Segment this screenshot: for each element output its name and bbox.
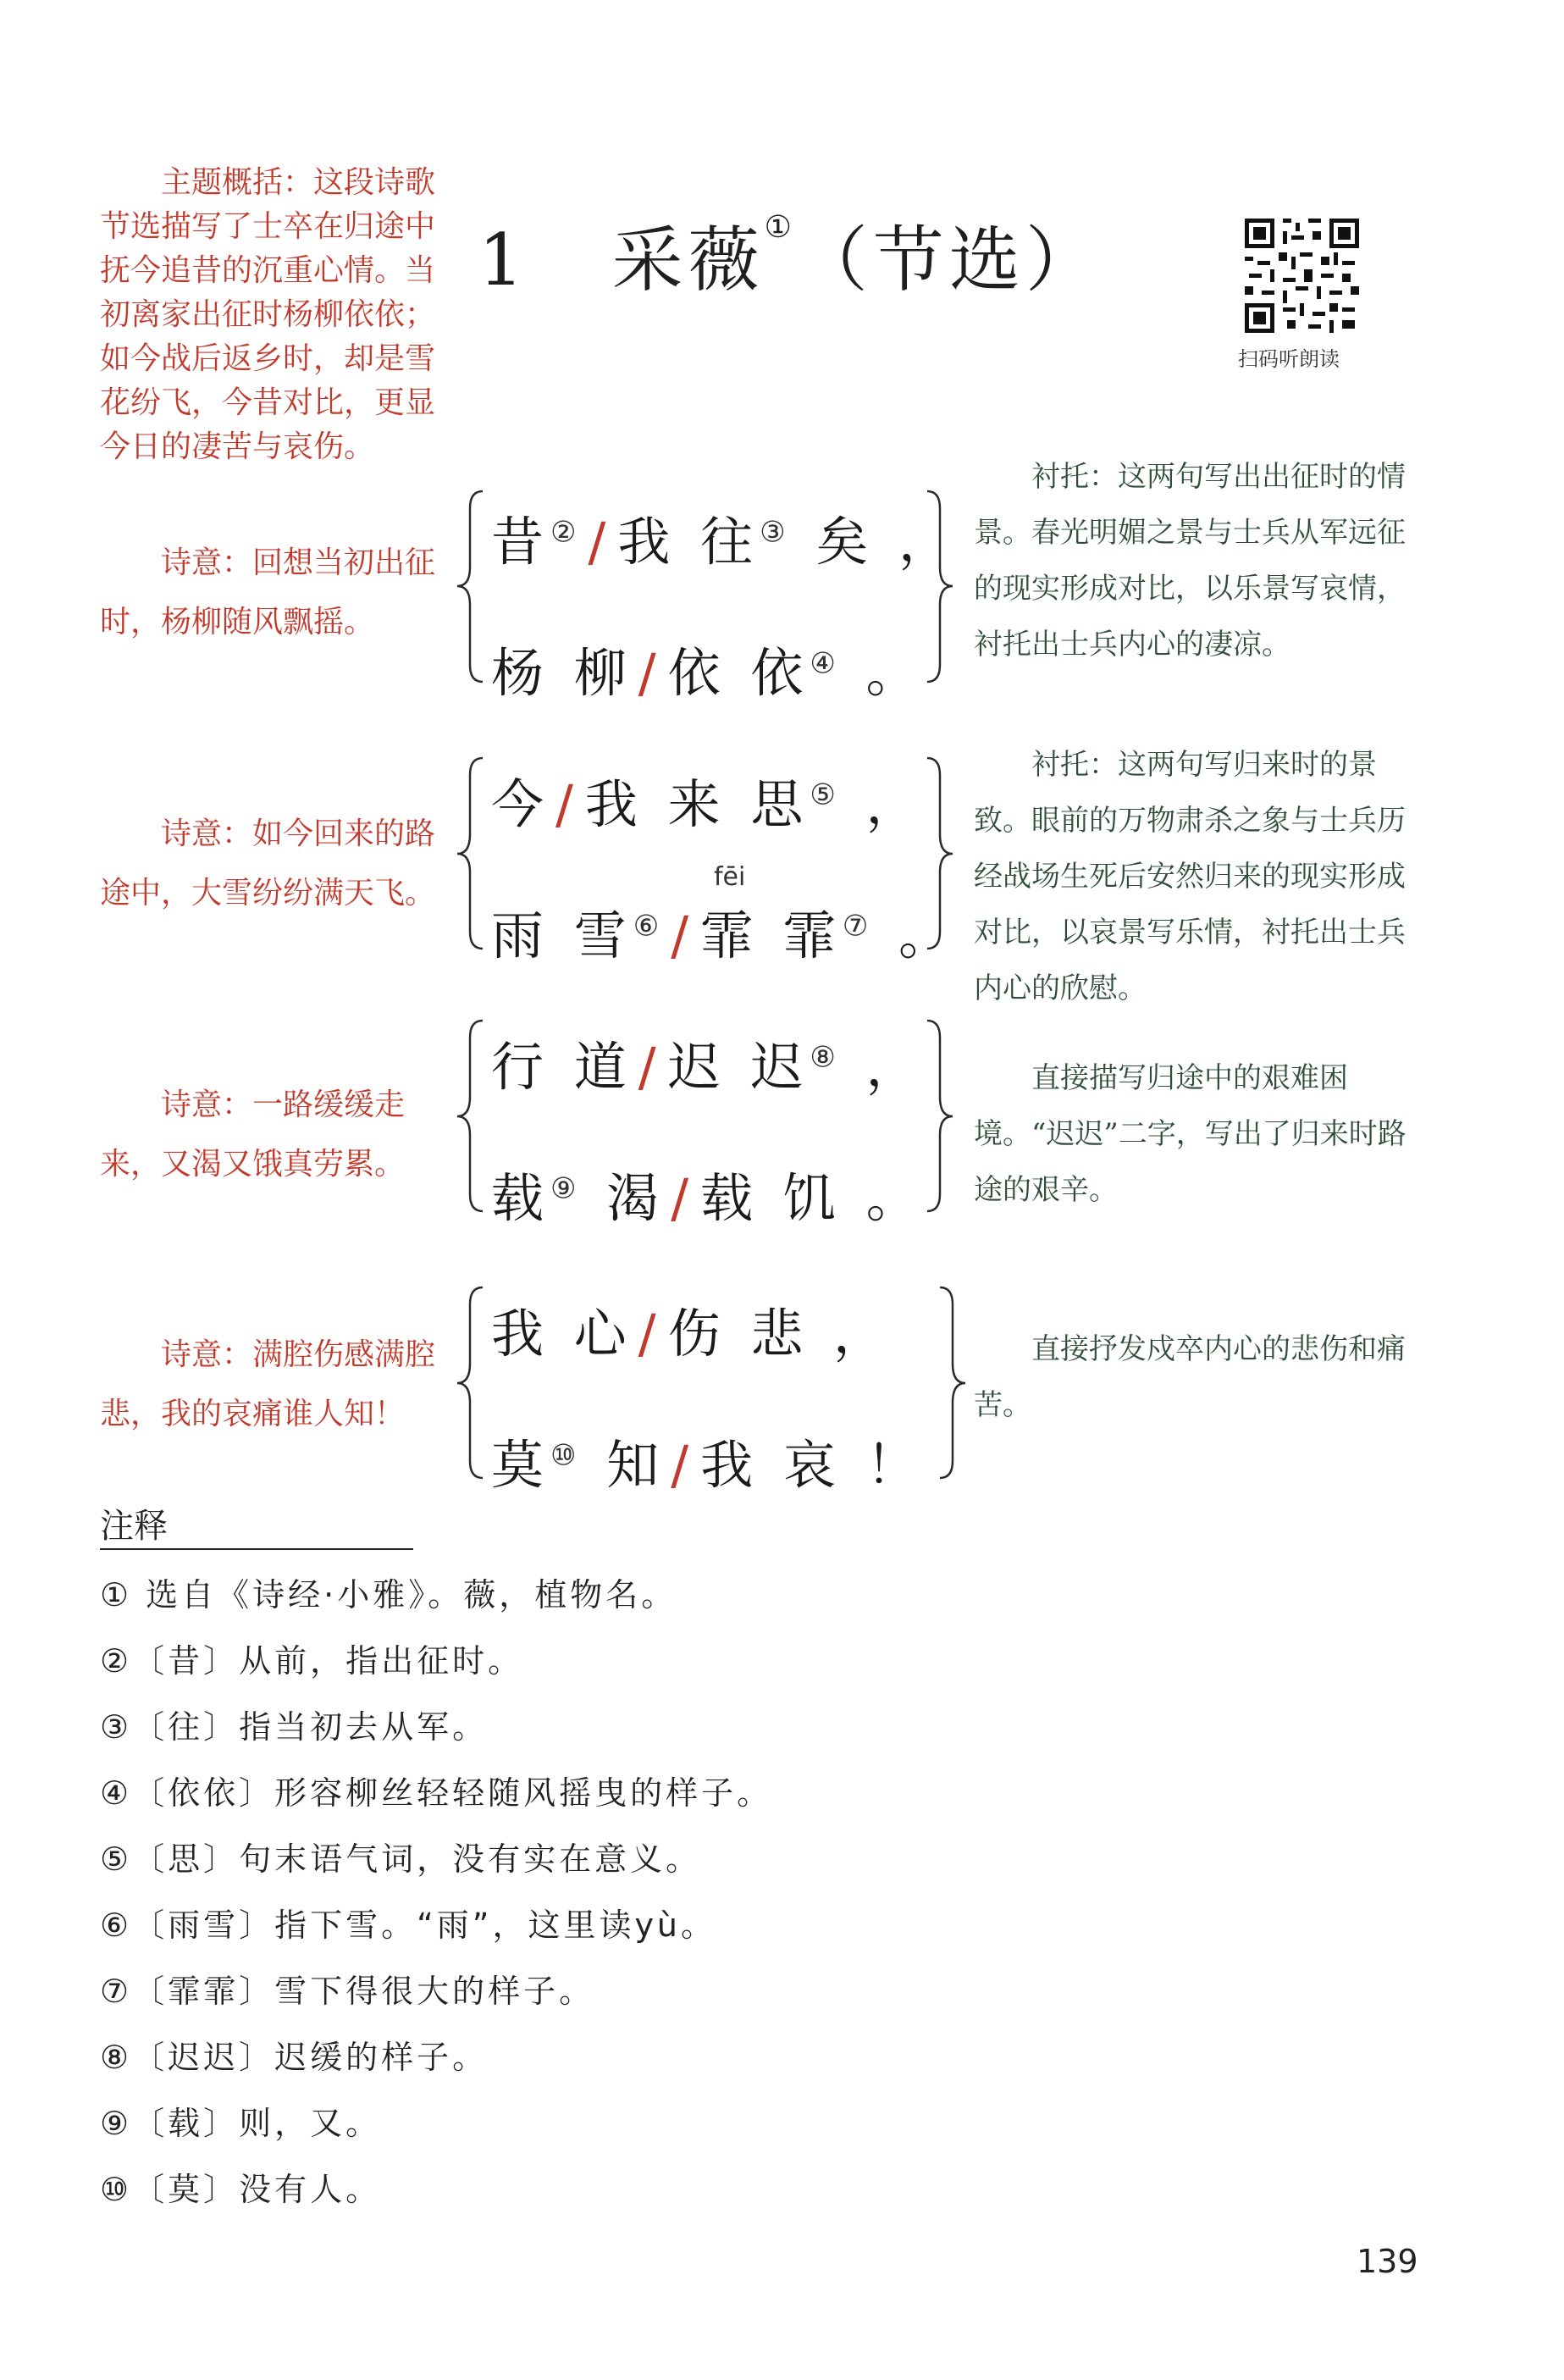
footnote-mark: ⑥ bbox=[633, 909, 666, 944]
stanza-1-line-2 bbox=[491, 631, 926, 706]
stanza-4-analysis: 直接抒发戍卒内心的悲伤和痛苦。 bbox=[974, 1332, 1406, 1422]
footnote-mark: ② bbox=[550, 515, 583, 550]
footnote-mark: ⑦ bbox=[842, 909, 876, 944]
notes-heading: 注释 bbox=[100, 1507, 168, 1546]
footnote-mark: ⑨ bbox=[550, 1171, 583, 1206]
lesson-title-suffix: （节选） bbox=[796, 219, 1102, 302]
footnote-7: ⑦〔霏霏〕雪下得很大的样子。 bbox=[100, 1973, 595, 2010]
footnote-8: ⑧〔迟迟〕迟缓的样子。 bbox=[100, 2039, 489, 2076]
title-footnote-mark: ① bbox=[764, 210, 797, 245]
footnote-10: ⑩〔莫〕没有人。 bbox=[100, 2171, 382, 2208]
verse-text: 杨 柳 bbox=[491, 642, 633, 704]
footnote-mark: ⑤ bbox=[810, 778, 843, 812]
verse-text: 昔 bbox=[491, 511, 551, 573]
verse-text: 迟 迟 bbox=[667, 1036, 810, 1098]
stanza-4-meaning: 诗意：满腔伤感满腔悲，我的哀痛谁人知！ bbox=[100, 1337, 436, 1431]
footnote-1: ① 选自《诗经·小雅》。薇，植物名。 bbox=[100, 1576, 677, 1613]
pause-slash: / bbox=[671, 905, 696, 966]
stanza-2-meaning: 诗意：如今回来的路途中，大雪纷纷满天飞。 bbox=[100, 816, 436, 910]
verse-text: 矣 ， bbox=[815, 511, 959, 573]
verse-text: 今 bbox=[491, 773, 551, 835]
footnote-6: ⑥〔雨雪〕指下雪。“雨”，这里读yù。 bbox=[100, 1907, 717, 1944]
verse-punct: ， bbox=[833, 1303, 893, 1364]
verse-text: 我 哀 bbox=[700, 1434, 843, 1496]
verse-text: 霏 霏 bbox=[700, 905, 843, 966]
stanza-1-meaning: 诗意：回想当初出征时，杨柳随风飘摇。 bbox=[100, 545, 436, 639]
verse-text: 我 心 bbox=[491, 1303, 633, 1364]
verse-text: 莫 bbox=[491, 1434, 551, 1496]
verse-text: 载 bbox=[491, 1167, 551, 1229]
stanza-3-analysis: 直接描写归途中的艰难困境。“迟迟”二字，写出了归来时路途的艰辛。 bbox=[974, 1061, 1406, 1207]
footnote-mark: ⑧ bbox=[810, 1040, 843, 1075]
verse-text: 行 道 bbox=[491, 1036, 633, 1098]
pause-slash: / bbox=[555, 773, 580, 835]
theme-summary-note: 主题概括：这段诗歌节选描写了士卒在归途中抚今追昔的沉重心情。当初离家出征时杨柳依依；如今战后返乡时，却是雪花纷飞，今昔对比，更显今日的凄苦与哀伤。 bbox=[100, 165, 436, 464]
stanza-2-line-1 bbox=[491, 762, 926, 838]
stanza-3-line-2 bbox=[491, 1156, 926, 1232]
verse-text: 依 依 bbox=[667, 642, 810, 704]
verse-punct: 。 bbox=[865, 1167, 926, 1229]
pause-slash: / bbox=[671, 1434, 696, 1496]
verse-text: 知 bbox=[606, 1434, 666, 1496]
footnote-mark: ③ bbox=[760, 515, 793, 550]
footnote-mark: ④ bbox=[810, 646, 843, 681]
pause-slash: / bbox=[638, 642, 663, 704]
verse-text: 伤 悲 bbox=[667, 1303, 810, 1364]
verse-punct: ， bbox=[865, 773, 926, 835]
stanza-3-meaning: 诗意：一路缓缓走来，又渴又饿真劳累。 bbox=[100, 1088, 406, 1182]
notes-divider bbox=[100, 1548, 413, 1550]
verse-text: 我 往 bbox=[617, 511, 760, 573]
footnote-5: ⑤〔思〕句末语气词，没有实在意义。 bbox=[100, 1840, 702, 1878]
qr-caption: 扫码听朗读 bbox=[1238, 347, 1340, 371]
verse-text: 渴 bbox=[606, 1167, 666, 1229]
pause-slash: / bbox=[588, 511, 613, 573]
footnote-9: ⑨〔载〕则，又。 bbox=[100, 2105, 382, 2142]
footnote-mark: ⑩ bbox=[550, 1438, 583, 1473]
page-number: 139 bbox=[1357, 2243, 1418, 2280]
verse-text: 雨 雪 bbox=[491, 905, 633, 966]
footnote-2: ②〔昔〕从前，指出征时。 bbox=[100, 1642, 524, 1680]
pause-slash: / bbox=[638, 1036, 663, 1098]
stanza-1-line-1 bbox=[491, 500, 958, 575]
footnote-4: ④〔依依〕形容柳丝轻轻随风摇曳的样子。 bbox=[100, 1774, 773, 1812]
verse-text: 我 来 思 bbox=[584, 773, 810, 835]
stanza-2-line-2 bbox=[491, 894, 958, 969]
lesson-title-text: 采薇 bbox=[611, 219, 765, 302]
verse-punct: ！ bbox=[865, 1434, 926, 1496]
stanza-3-right-brace bbox=[927, 1021, 953, 1211]
footnote-3: ③〔往〕指当初去从军。 bbox=[100, 1708, 489, 1746]
stanza-1-analysis: 衬托：这两句写出出征时的情景。春光明媚之景与士兵从军远征的现实形成对比，以乐景写哀情，衬托出士兵内心的凄凉。 bbox=[974, 460, 1406, 661]
stanza-4-right-brace bbox=[940, 1287, 965, 1478]
stanza-2-analysis: 衬托：这两句写归来时的景致。眼前的万物肃杀之象与士兵历经战场生死后安然归来的现实形成对比，以哀景写乐情，衬托出士兵内心的欣慰。 bbox=[974, 748, 1406, 1005]
stanza-3-line-1 bbox=[491, 1025, 926, 1100]
stanza-4-line-2 bbox=[491, 1423, 926, 1498]
verse-text: 载 饥 bbox=[700, 1167, 843, 1229]
verse-punct: 。 bbox=[865, 642, 926, 704]
pause-slash: / bbox=[638, 1303, 663, 1364]
pinyin-fei: fēi bbox=[714, 862, 746, 892]
lesson-number: 1 bbox=[478, 219, 529, 302]
verse-punct: 。 bbox=[898, 905, 959, 966]
stanza-4-line-1 bbox=[491, 1292, 893, 1367]
pause-slash: / bbox=[671, 1167, 696, 1229]
verse-punct: ， bbox=[865, 1036, 926, 1098]
